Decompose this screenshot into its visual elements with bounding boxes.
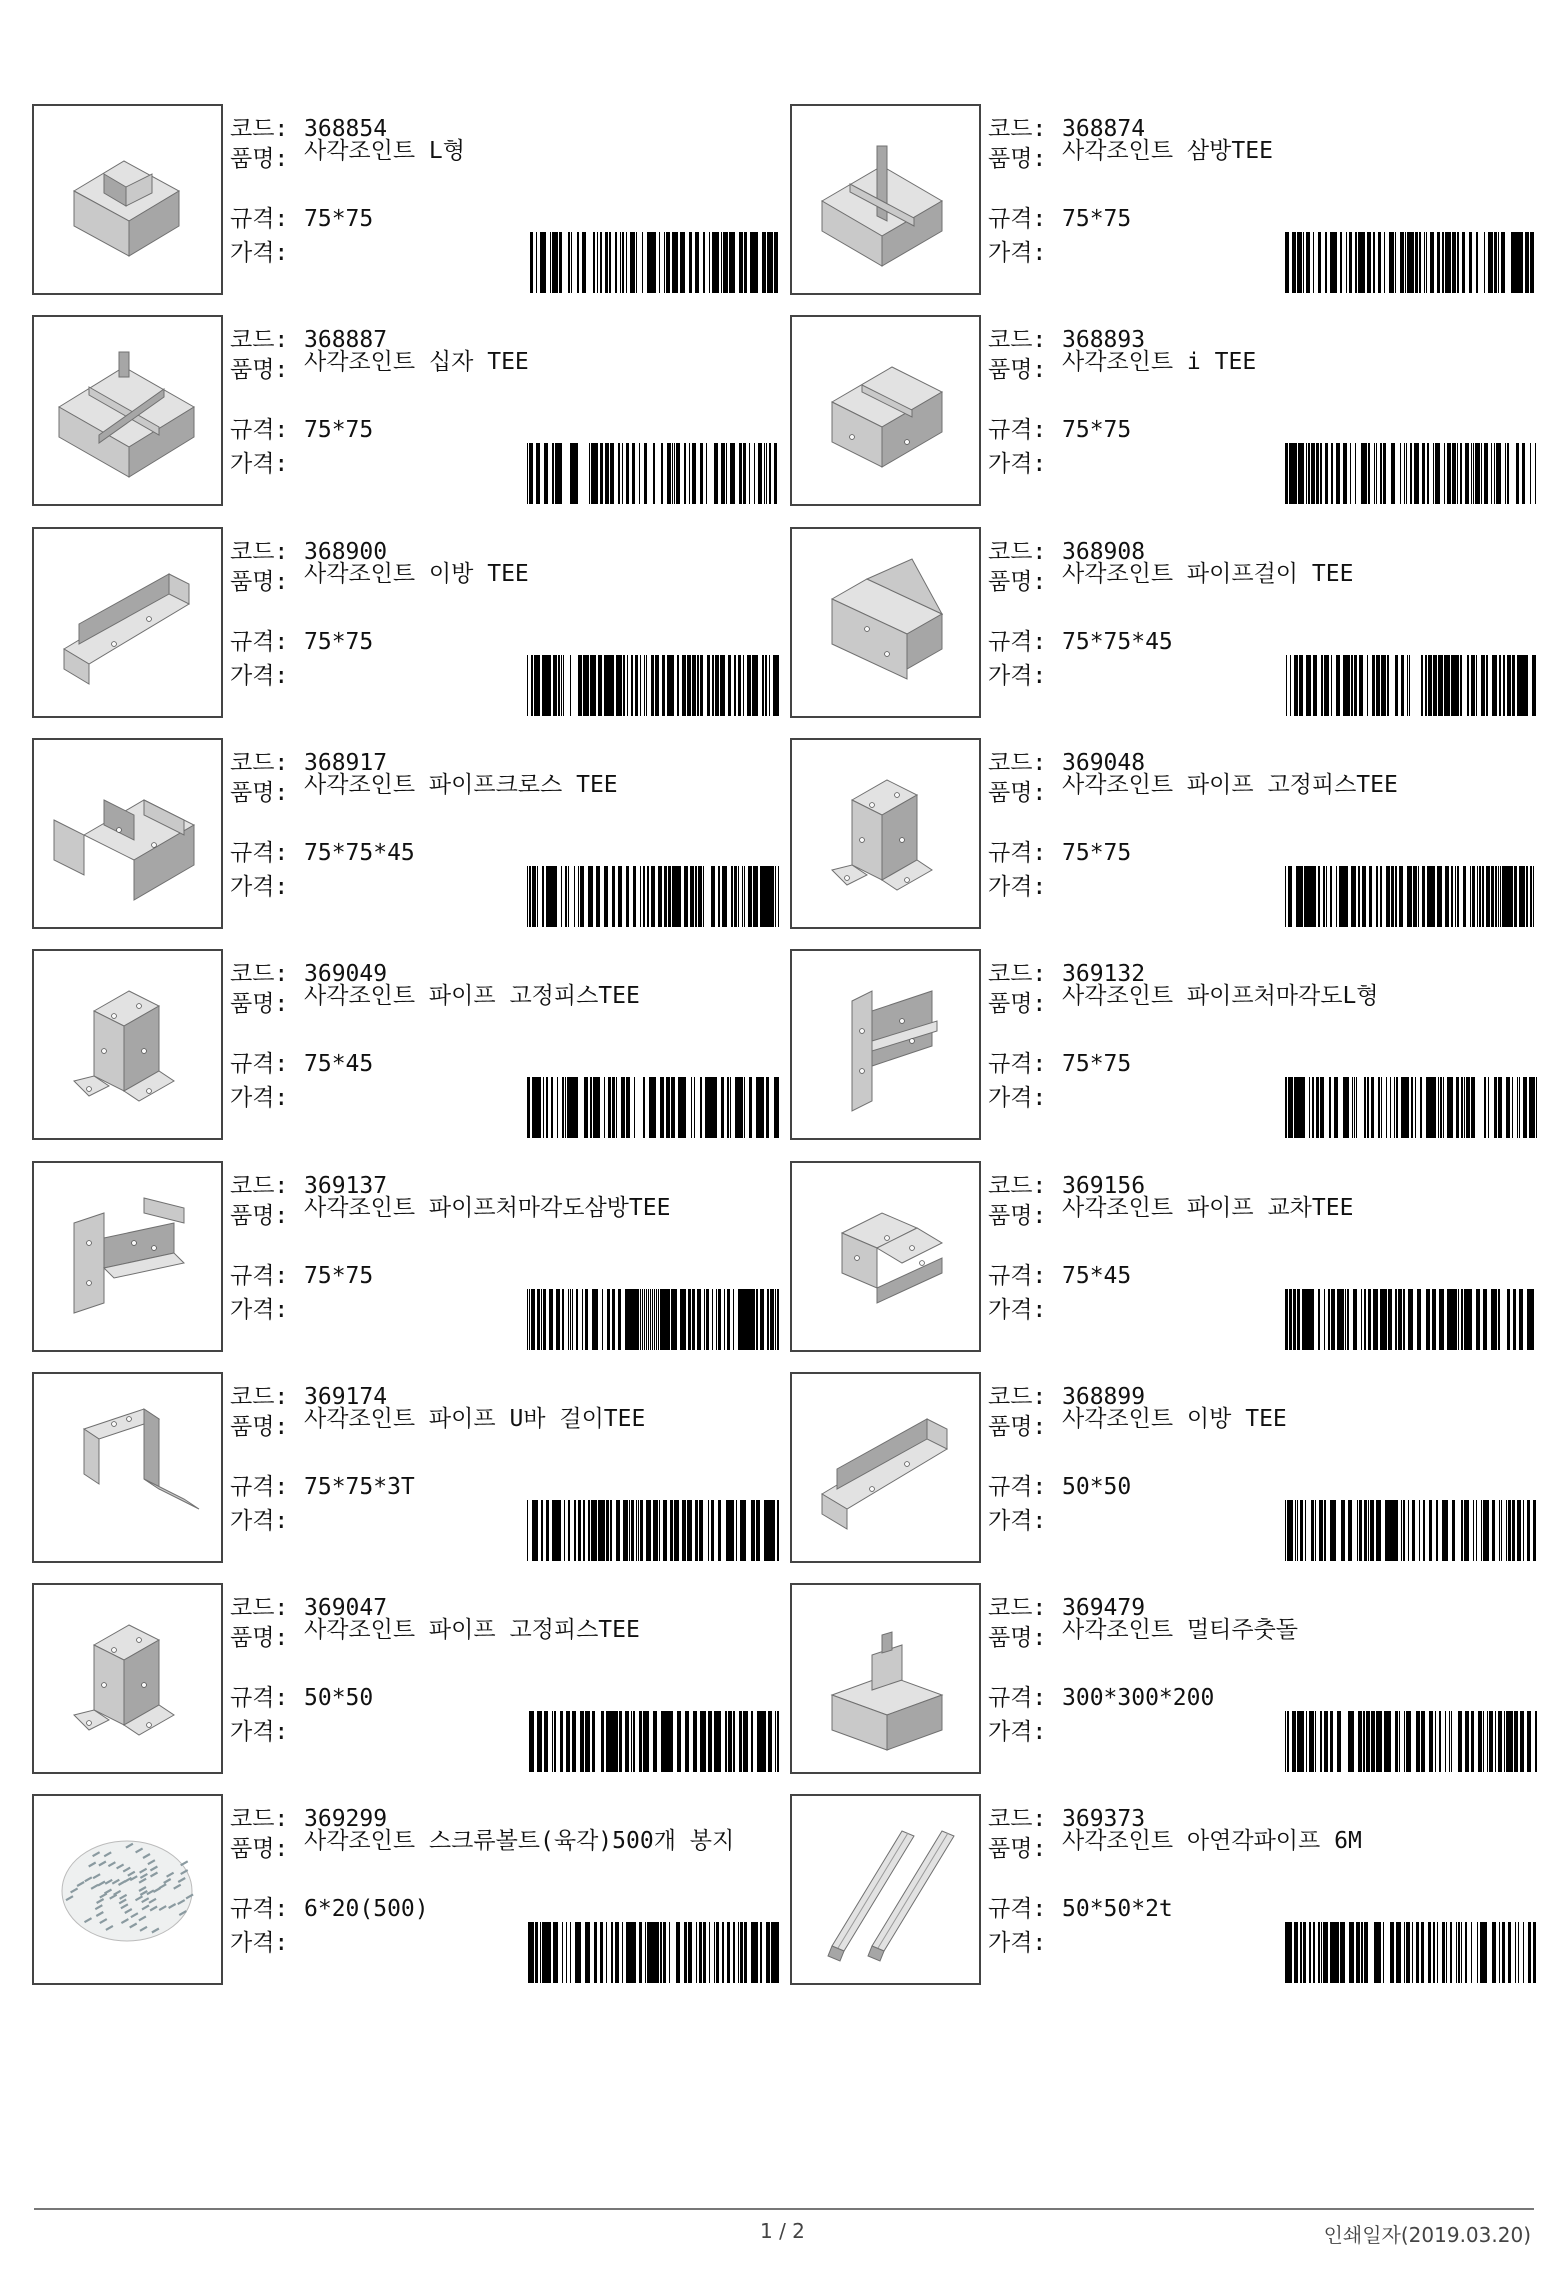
spec-label: 규격: [230,206,289,232]
name-value: 사각조인트 이방 TEE [1062,1406,1287,1432]
product-image [790,1161,981,1352]
name-label: 품명: [230,991,289,1017]
name-label: 품명: [988,991,1047,1017]
name-value: 사각조인트 파이프걸이 TEE [1062,561,1354,587]
code-label: 코드: [230,961,289,987]
code-value: 369373 [1062,1806,1146,1832]
product-image [32,1794,223,1985]
spec-value: 75*75 [304,1263,374,1289]
product-spec [230,1257,373,1290]
pipe-fixing-tee-icon [792,740,979,927]
i-tee-icon [792,317,979,504]
spec-value: 75*75 [1062,840,1132,866]
product-spec [230,411,373,444]
price-label: 가격: [988,451,1047,477]
product-price [988,445,1062,478]
product-price [988,234,1062,267]
code-label: 코드: [988,1806,1047,1832]
price-label: 가격: [988,240,1047,266]
product-price [988,1291,1062,1324]
product-spec [988,1679,1214,1712]
name-value: 사각조인트 이방 TEE [304,561,529,587]
product-image [790,1372,981,1563]
code-label: 코드: [230,1595,289,1621]
product-spec [988,623,1173,656]
product-card [790,1372,1550,1563]
cross-tee-icon [34,317,221,504]
spec-value: 50*50*2t [1062,1896,1173,1922]
barcode [1285,866,1537,927]
product-name [988,1619,1532,1652]
spec-label: 규격: [988,206,1047,232]
code-value: 368887 [304,327,388,353]
product-price [230,1924,304,1957]
product-card [32,104,792,295]
barcode [1285,232,1537,293]
spec-value: 75*75 [304,629,374,655]
barcode [527,232,779,293]
spec-value: 300*300*200 [1062,1685,1215,1711]
screw-bolt-bag-icon [34,1796,221,1983]
barcode [527,443,779,504]
name-value: 사각조인트 십자 TEE [304,349,529,375]
product-card [790,315,1550,506]
name-value: 사각조인트 파이프처마각도L형 [1062,983,1379,1009]
three-way-tee-icon [792,106,979,293]
product-card [32,738,792,929]
product-card [32,527,792,718]
spec-label: 규격: [230,1051,289,1077]
product-price [988,657,1062,690]
barcode [527,1077,779,1138]
barcode [527,655,779,716]
l-joint-icon [34,106,221,293]
name-value: 사각조인트 파이프크로스 TEE [304,772,618,798]
pipe-crossing-tee-icon [792,1163,979,1350]
product-name [230,1408,774,1441]
product-card [790,949,1550,1140]
product-spec [988,1045,1131,1078]
spec-value: 75*75*45 [1062,629,1173,655]
name-label: 품명: [230,1625,289,1651]
product-name [988,1197,1532,1230]
spec-label: 규격: [230,1896,289,1922]
product-image [32,1161,223,1352]
name-value: 사각조인트 L형 [304,138,466,164]
spec-value: 75*45 [1062,1263,1132,1289]
code-value: 368893 [1062,327,1146,353]
name-value: 사각조인트 파이프 고정피스TEE [1062,772,1398,798]
product-price [988,868,1062,901]
name-label: 품명: [230,357,289,383]
product-name [230,985,774,1018]
product-name [230,1619,774,1652]
code-value: 368908 [1062,539,1146,565]
product-price [230,1713,304,1746]
price-label: 가격: [230,874,289,900]
name-value: 사각조인트 아연각파이프 6M [1062,1828,1362,1854]
code-label: 코드: [988,961,1047,987]
code-label: 코드: [230,116,289,142]
code-label: 코드: [988,116,1047,142]
product-card [32,1161,792,1352]
code-value: 369132 [1062,961,1146,987]
code-label: 코드: [230,327,289,353]
product-card [790,104,1550,295]
product-name [988,563,1532,596]
name-label: 품명: [988,569,1047,595]
spec-value: 75*75*3T [304,1474,415,1500]
spec-label: 규격: [988,1896,1047,1922]
barcode [527,1922,779,1983]
name-value: 사각조인트 i TEE [1062,349,1257,375]
two-way-tee-icon [34,529,221,716]
product-image [790,315,981,506]
code-label: 코드: [988,327,1047,353]
product-image [32,949,223,1140]
product-image [32,104,223,295]
barcode [527,1711,779,1772]
pipe-hanger-tee-icon [792,529,979,716]
barcode [1285,1289,1537,1350]
code-label: 코드: [230,1173,289,1199]
name-label: 품명: [230,146,289,172]
code-label: 코드: [230,1806,289,1832]
code-value: 368854 [304,116,388,142]
name-value: 사각조인트 스크류볼트(육각)500개 봉지 [304,1828,735,1854]
barcode [1285,1500,1537,1561]
u-bar-hanger-tee-icon [34,1374,221,1561]
barcode [1285,1922,1537,1983]
spec-label: 규격: [988,840,1047,866]
product-card [790,1583,1550,1774]
name-value: 사각조인트 파이프 고정피스TEE [304,1617,640,1643]
spec-value: 75*75 [1062,206,1132,232]
code-label: 코드: [988,1173,1047,1199]
product-image [32,1583,223,1774]
barcode [1285,1077,1537,1138]
name-value: 사각조인트 파이프처마각도삼방TEE [304,1195,671,1221]
product-image [790,949,981,1140]
print-date: 인쇄일자(2019.03.20) [1323,2223,1531,2247]
product-spec [230,1045,373,1078]
pipe-cross-tee-icon [34,740,221,927]
name-label: 품명: [230,780,289,806]
code-value: 369174 [304,1384,388,1410]
spec-value: 50*50 [1062,1474,1132,1500]
product-name [230,1830,774,1863]
product-price [230,1079,304,1112]
product-image [790,527,981,718]
product-spec [988,1890,1173,1923]
product-image [790,1794,981,1985]
spec-value: 75*75*45 [304,840,415,866]
product-spec [230,1890,429,1923]
spec-label: 규격: [230,1685,289,1711]
barcode [527,1500,779,1561]
code-value: 369047 [304,1595,388,1621]
code-value: 368917 [304,750,388,776]
product-card [790,1161,1550,1352]
name-label: 품명: [988,1625,1047,1651]
spec-label: 규격: [230,417,289,443]
code-value: 369048 [1062,750,1146,776]
product-name [988,1830,1532,1863]
product-name [988,140,1532,173]
product-name [230,1197,774,1230]
product-spec [230,1679,373,1712]
price-label: 가격: [230,1508,289,1534]
product-image [32,527,223,718]
name-label: 품명: [988,1414,1047,1440]
code-label: 코드: [988,750,1047,776]
eave-angle-three-way-icon [34,1163,221,1350]
product-card [32,315,792,506]
spec-label: 규격: [230,1263,289,1289]
price-label: 가격: [988,874,1047,900]
price-label: 가격: [230,451,289,477]
code-value: 369049 [304,961,388,987]
spec-value: 6*20(500) [304,1896,429,1922]
spec-label: 규격: [988,417,1047,443]
spec-value: 75*75 [1062,417,1132,443]
code-label: 코드: [230,750,289,776]
price-label: 가격: [988,663,1047,689]
name-label: 품명: [230,1836,289,1862]
product-name [988,774,1532,807]
name-label: 품명: [988,1836,1047,1862]
name-label: 품명: [988,146,1047,172]
product-spec [230,623,373,656]
price-label: 가격: [988,1085,1047,1111]
name-value: 사각조인트 멀티주춧돌 [1062,1617,1299,1643]
product-name [230,351,774,384]
barcode [1285,443,1537,504]
code-label: 코드: [230,539,289,565]
product-spec [988,411,1131,444]
product-spec [230,200,373,233]
product-price [230,657,304,690]
price-label: 가격: [988,1297,1047,1323]
price-label: 가격: [230,1930,289,1956]
two-way-tee-icon [792,1374,979,1561]
product-spec [230,1468,415,1501]
price-label: 가격: [988,1930,1047,1956]
code-value: 368900 [304,539,388,565]
product-spec [988,834,1131,867]
spec-label: 규격: [988,1474,1047,1500]
product-image [32,315,223,506]
product-spec [988,1257,1131,1290]
product-spec [230,834,415,867]
name-value: 사각조인트 파이프 U바 걸이TEE [304,1406,646,1432]
product-price [988,1079,1062,1112]
spec-value: 75*75 [1062,1051,1132,1077]
price-label: 가격: [230,1297,289,1323]
spec-label: 규격: [230,1474,289,1500]
code-value: 369479 [1062,1595,1146,1621]
product-image [32,1372,223,1563]
product-price [988,1502,1062,1535]
price-label: 가격: [988,1719,1047,1745]
name-value: 사각조인트 파이프 고정피스TEE [304,983,640,1009]
product-price [230,1291,304,1324]
name-label: 품명: [988,780,1047,806]
product-card [32,1372,792,1563]
code-label: 코드: [988,1595,1047,1621]
code-value: 369137 [304,1173,388,1199]
eave-angle-l-icon [792,951,979,1138]
spec-label: 규격: [988,629,1047,655]
galvanized-square-pipe-icon [792,1796,979,1983]
barcode [527,1289,779,1350]
product-image [790,1583,981,1774]
product-card [790,738,1550,929]
product-card [32,1583,792,1774]
spec-label: 규격: [988,1263,1047,1289]
spec-value: 75*45 [304,1051,374,1077]
product-card [790,1794,1550,1985]
spec-value: 50*50 [304,1685,374,1711]
spec-value: 75*75 [304,417,374,443]
name-label: 품명: [230,569,289,595]
code-value: 369299 [304,1806,388,1832]
product-name [988,985,1532,1018]
name-label: 품명: [988,1203,1047,1229]
product-price [988,1713,1062,1746]
product-image [790,104,981,295]
product-card [790,527,1550,718]
product-spec [988,1468,1131,1501]
product-price [988,1924,1062,1957]
code-label: 코드: [988,539,1047,565]
page-number: 1 / 2 [760,2219,805,2243]
product-image [32,738,223,929]
price-label: 가격: [230,240,289,266]
price-label: 가격: [230,1085,289,1111]
code-value: 368899 [1062,1384,1146,1410]
spec-label: 규격: [988,1685,1047,1711]
product-card [32,1794,792,1985]
barcode [527,866,779,927]
spec-value: 75*75 [304,206,374,232]
product-price [230,234,304,267]
product-price [230,445,304,478]
barcode [1285,655,1537,716]
spec-label: 규격: [230,629,289,655]
price-label: 가격: [988,1508,1047,1534]
code-label: 코드: [230,1384,289,1410]
barcode [1285,1711,1537,1772]
multi-foundation-stone-icon [792,1585,979,1772]
product-card [32,949,792,1140]
product-name [988,351,1532,384]
name-label: 품명: [988,357,1047,383]
price-label: 가격: [230,1719,289,1745]
product-name [988,1408,1532,1441]
code-value: 369156 [1062,1173,1146,1199]
product-name [230,774,774,807]
product-price [230,1502,304,1535]
name-label: 품명: [230,1414,289,1440]
name-value: 사각조인트 삼방TEE [1062,138,1273,164]
code-value: 368874 [1062,116,1146,142]
spec-label: 규격: [988,1051,1047,1077]
pipe-fixing-tee-icon [34,951,221,1138]
product-price [230,868,304,901]
price-label: 가격: [230,663,289,689]
pipe-fixing-tee-icon [34,1585,221,1772]
name-value: 사각조인트 파이프 교차TEE [1062,1195,1354,1221]
product-name [230,563,774,596]
product-name [230,140,774,173]
code-label: 코드: [988,1384,1047,1410]
name-label: 품명: [230,1203,289,1229]
footer-divider [34,2208,1534,2210]
spec-label: 규격: [230,840,289,866]
product-image [790,738,981,929]
product-spec [988,200,1131,233]
